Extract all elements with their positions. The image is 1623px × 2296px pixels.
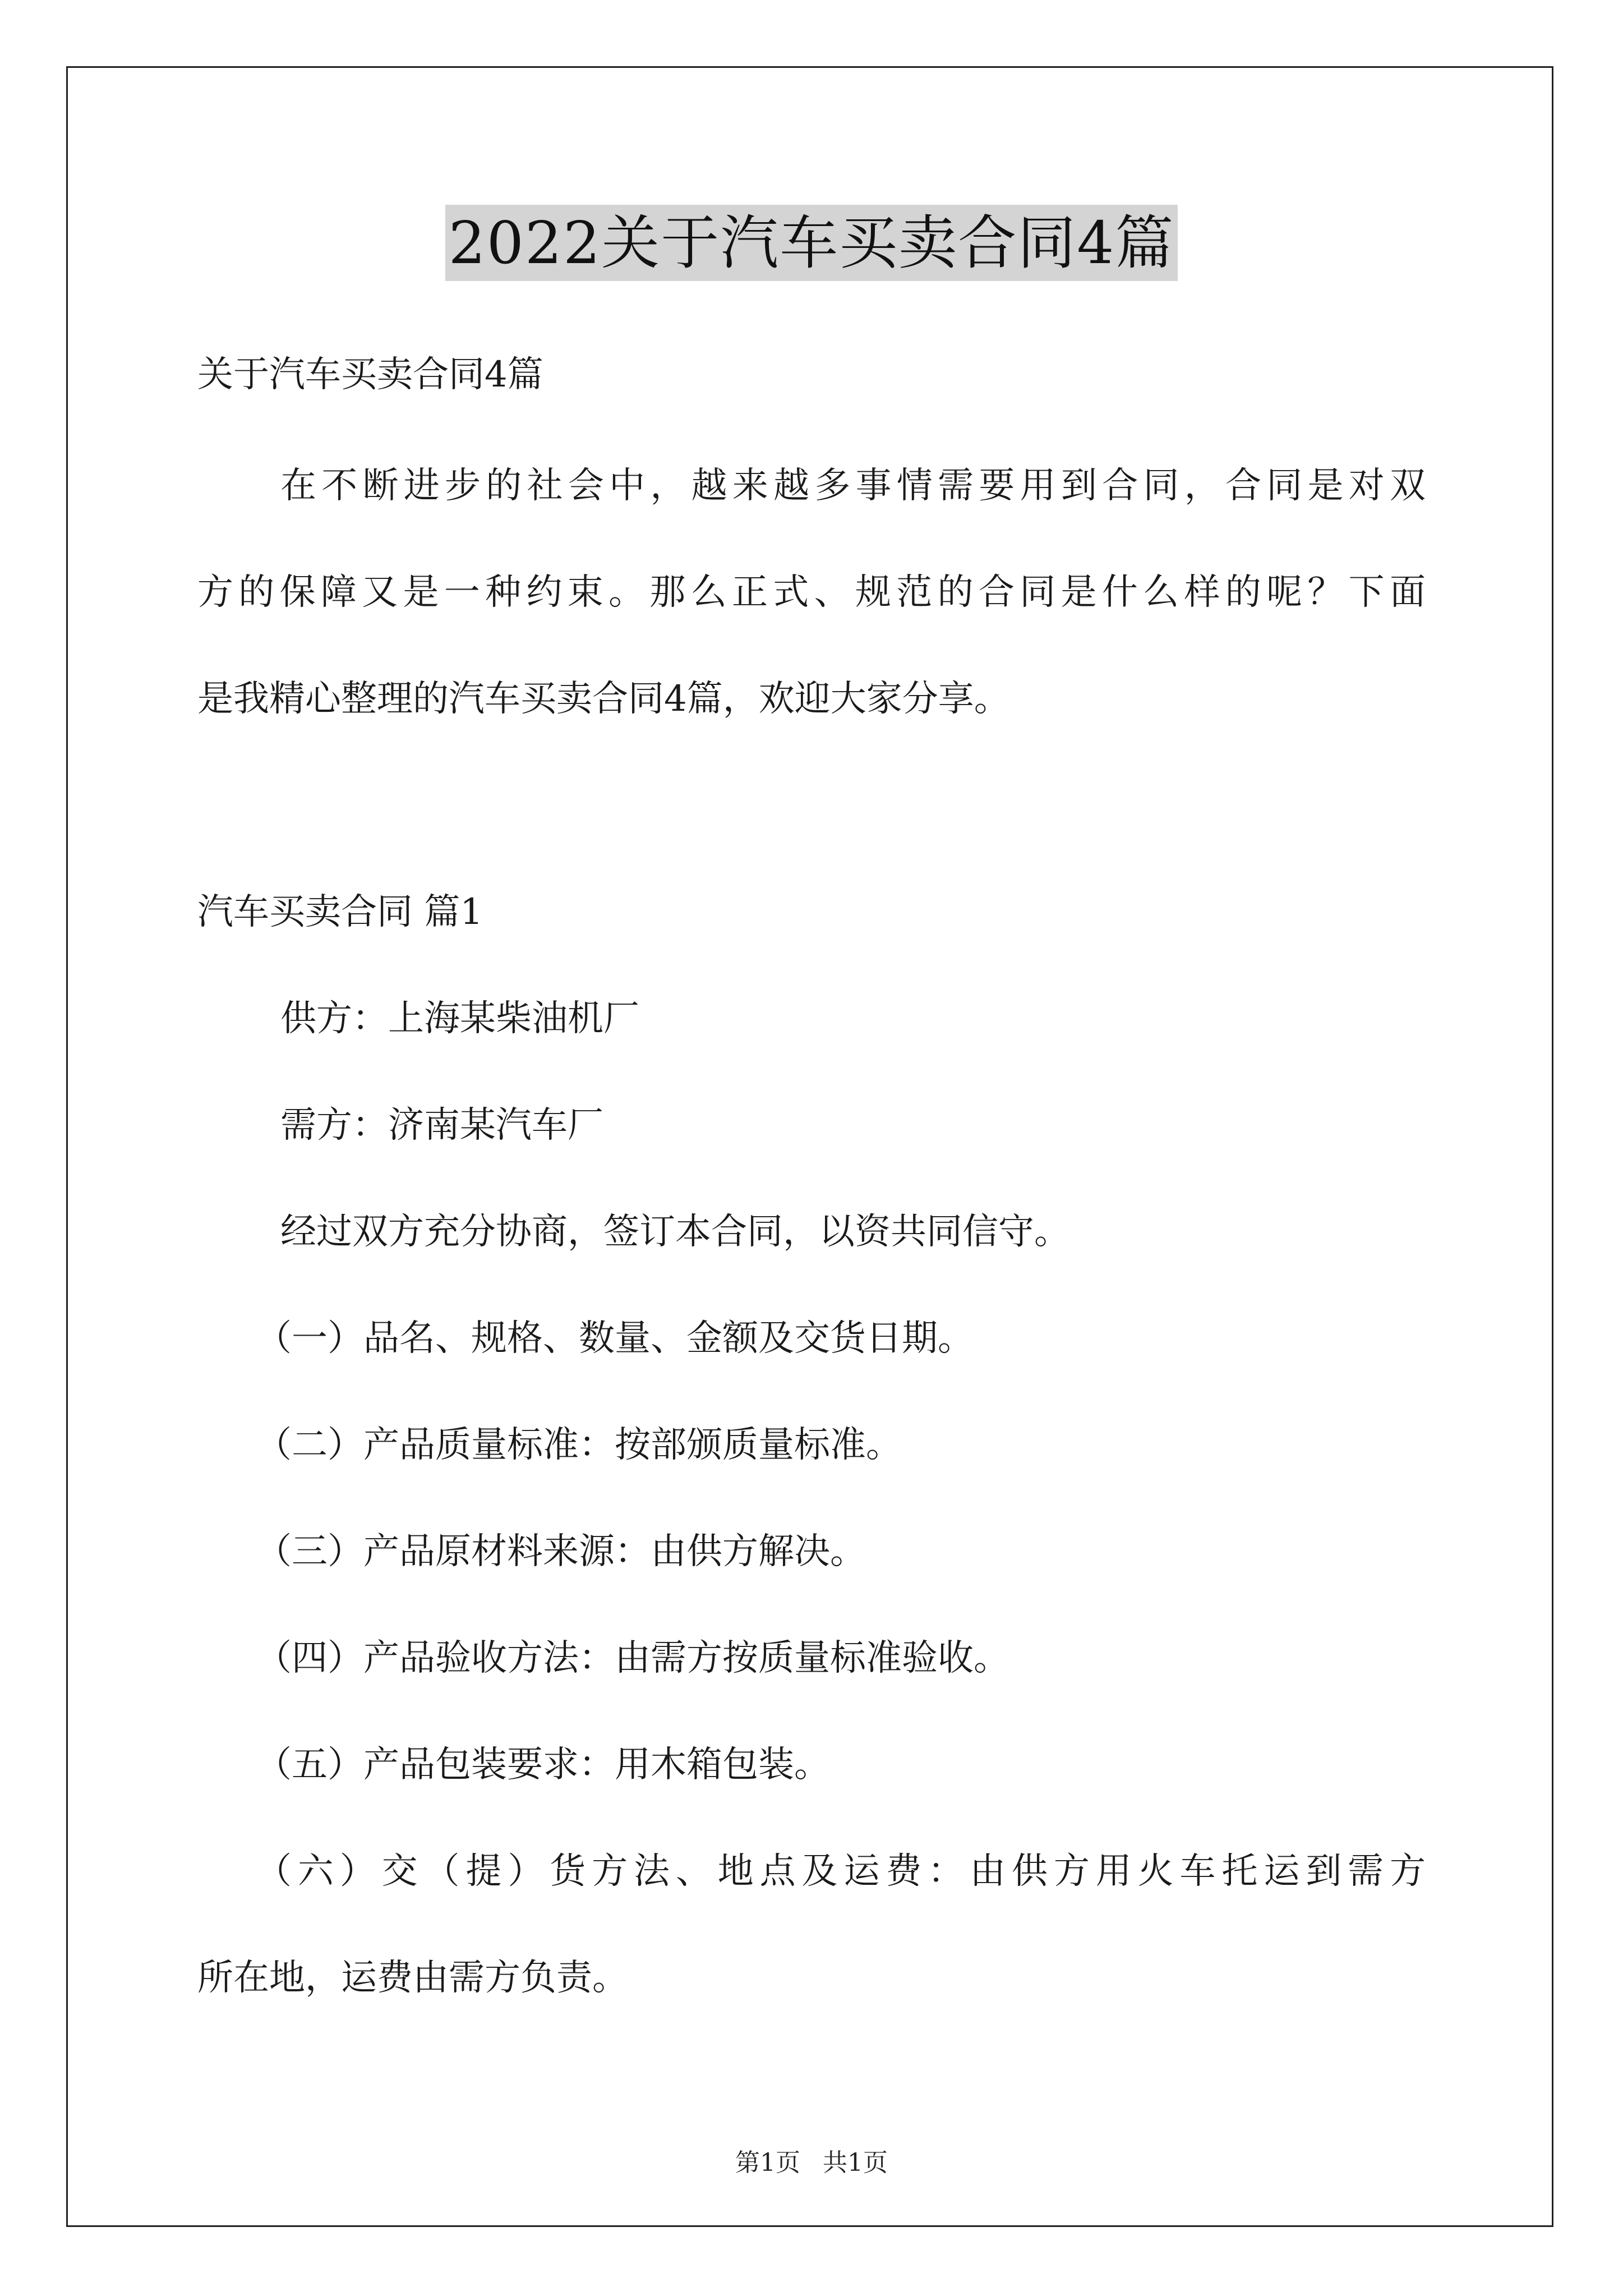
document-subtitle: 关于汽车买卖合同4篇 — [197, 354, 543, 395]
clause-5: （五）产品包装要求：用木箱包装。 — [256, 1744, 830, 1786]
clause-3: （三）产品原材料来源：由供方解决。 — [256, 1531, 866, 1572]
clause-6-continuation: 所在地，运费由需方负责。 — [197, 1957, 628, 1999]
clause-4: （四）产品验收方法：由需方按质量标准验收。 — [256, 1637, 1009, 1679]
clause-1: （一）品名、规格、数量、金额及交货日期。 — [256, 1318, 974, 1359]
intro-line-3: 是我精心整理的汽车买卖合同4篇，欢迎大家分享。 — [197, 678, 1010, 720]
intro-line-2: 方的保障又是一种约束。那么正式、规范的合同是什么样的呢？下面 — [197, 572, 1426, 613]
section-heading: 汽车买卖合同 篇1 — [197, 891, 483, 933]
title-container — [0, 205, 1623, 281]
page-number-current: 第1页 — [735, 2148, 800, 2177]
clause-6: （六）交（提）货方法、地点及运费：由供方用火车托运到需方 — [256, 1851, 1426, 1892]
document-title: 2022关于汽车买卖合同4篇 — [445, 205, 1178, 281]
intro-line-1: 在不断进步的社会中，越来越多事情需要用到合同，合同是对双 — [280, 465, 1426, 507]
clause-2: （二）产品质量标准：按部颁质量标准。 — [256, 1424, 902, 1466]
page-number-total: 共1页 — [823, 2148, 888, 2177]
agreement-line: 经过双方充分协商，签订本合同，以资共同信守。 — [280, 1211, 1070, 1253]
buyer-line: 需方：济南某汽车厂 — [280, 1105, 603, 1146]
page-footer — [0, 2147, 1623, 2179]
supplier-line: 供方：上海某柴油机厂 — [280, 998, 639, 1039]
